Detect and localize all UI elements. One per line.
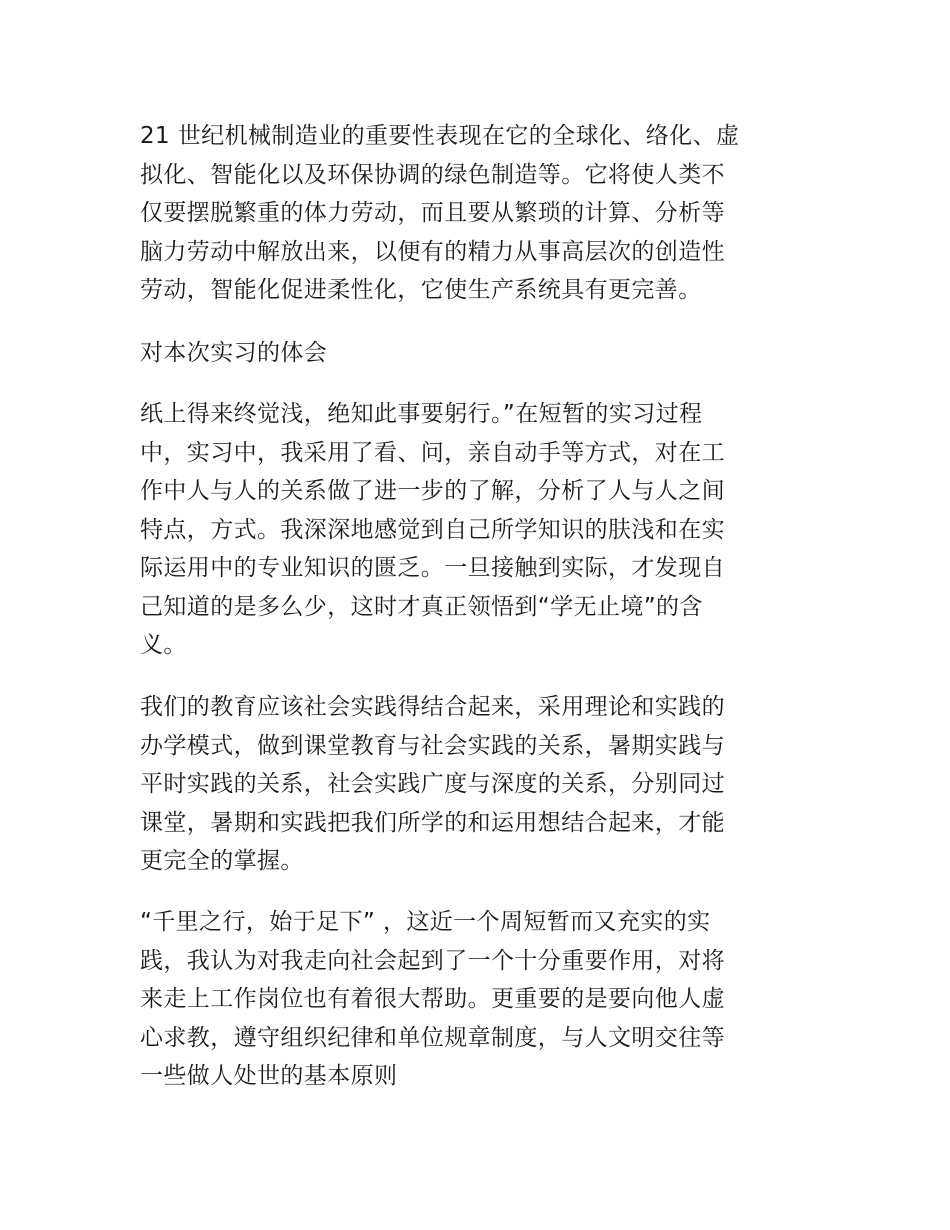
- section-heading-internship-reflection: 对本次实习的体会: [140, 340, 328, 366]
- paragraph-education-practice: 我们的教育应该社会实践得结合起来，采用理论和实践的 办学模式，做到课堂教育与社会实践的关系，暑期实践与 平时实践的关系，社会实践广度与深度的关系，分别同过 课堂，暑期和实践把我们所学的和运用想结合起来，才能 更完全的掌握。: [140, 694, 725, 874]
- paragraph-manufacturing-importance: 21 世纪机械制造业的重要性表现在它的全球化、络化、虚 拟化、智能化以及环保协调的绿色制造等。它将使人类不 仅要摆脱繁重的体力劳动，而且要从繁琐的计算、分析等 脑力劳动中解放出来，以便有的精力从事高层次的创造性 劳动，智能化促进柔性化，它使生产系统具有更完善。: [140, 123, 740, 303]
- paragraph-practice-insight: 纸上得来终觉浅，绝知此事要躬行。”在短暂的实习过程 中，实习中，我采用了看、问，亲自动手等方式，对在工 作中人与人的关系做了进一步的了解，分析了人与人之间 特点，方式。我深深地感觉到自己所学知识的肤浅和在实 际运用中的专业知识的匮乏。一旦接触到实际，才发现自 己知道的是多么少，这时才真正领悟到“学无止境”的含 义。: [140, 401, 725, 658]
- paragraph-journey-begins: “千里之行，始于足下” ，这近一个周短暂而又充实的实 践，我认为对我走向社会起到了一个十分重要作用，对将 来走上工作岗位也有着很大帮助。更重要的是要向他人虚 心求教，遵守组织纪律和单位规章制度，与人文明交往等 一些做人处世的基本原则: [140, 909, 725, 1089]
- document-body: [140, 117, 820, 1096]
